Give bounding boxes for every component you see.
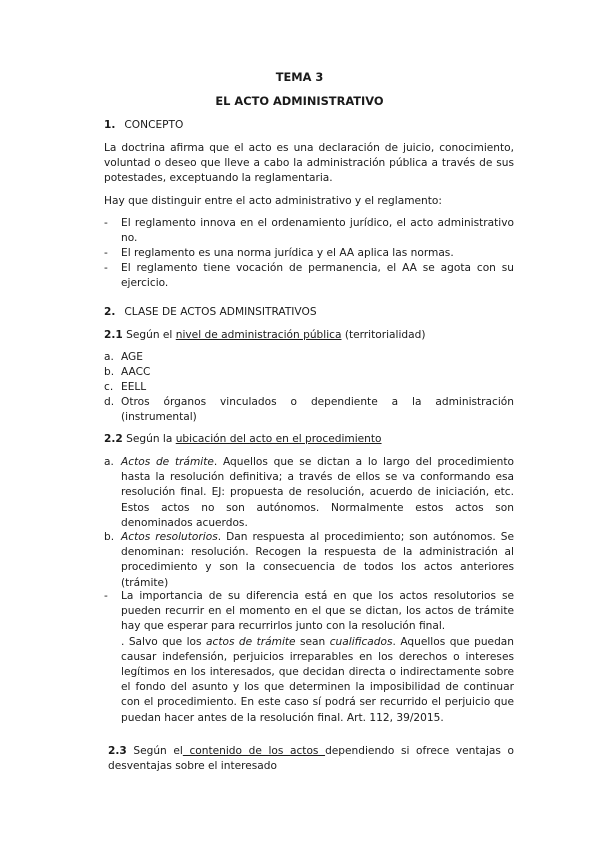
document-subtitle: EL ACTO ADMINISTRATIVO	[215, 94, 384, 108]
list-item-text: EELL	[121, 381, 147, 393]
item-body: sean	[295, 635, 330, 648]
section-title: CONCEPTO	[124, 119, 184, 131]
list-item	[104, 395, 514, 425]
subsection-number: 2.2	[104, 433, 123, 445]
section-number: 1.	[104, 119, 116, 131]
concept-paragraph: La doctrina afirma que el acto es una declaración de juicio, conocimiento, voluntad o deseo que lleve a cabo la administración pública a través de sus potestades, exceptuando la reglamentaria.	[104, 142, 514, 185]
heading-text: Según la	[122, 433, 176, 445]
subsection-number: 2.3	[108, 745, 127, 757]
heading-text: (territorialidad)	[341, 329, 426, 341]
list-marker: b.	[104, 366, 115, 378]
list-item	[104, 530, 514, 591]
term-italic: cualificados	[329, 635, 393, 648]
term-italic: Actos de trámite	[121, 456, 214, 468]
document-title: TEMA 3	[275, 70, 324, 84]
list-marker: -	[104, 590, 108, 602]
list-item-text: El reglamento tiene vocación de permanencia, el AA se agota con su ejercicio.	[121, 262, 514, 290]
list-marker: b.	[104, 531, 115, 543]
heading-underlined-text: contenido de los actos	[182, 745, 326, 757]
heading-text: dependiendo si ofrece ventajas o desventajas sobre el interesado	[108, 745, 515, 773]
list-item-text: AACC	[121, 366, 151, 378]
list-item-text: AGE	[121, 351, 143, 363]
subsection-number: 2.1	[104, 329, 123, 341]
item-body: . Aquellos que se dictan a lo largo del procedimiento hasta la resolución definitiva; a través de ellos se va conformando esa resolución final. EJ: propuesta de resolución, acuerdo de iniciación, etc. Estos actos no son autónomos. Normalmente estos actos son denominados acuerdos.	[121, 456, 514, 529]
subsection-2-2-heading	[104, 432, 514, 447]
section-2-heading	[104, 305, 514, 320]
list-item	[104, 246, 514, 261]
list-item-text	[121, 530, 514, 591]
subsection-2-1-heading	[104, 328, 514, 343]
list-item-text	[121, 455, 514, 531]
list-item	[104, 380, 514, 395]
section-number: 2.	[104, 306, 116, 318]
item-body: . Dan respuesta al procedimiento; son autónomos. Se denominan: resolución. Recogen la respuesta de la administración al procedimiento y son la consecuencia de todos los actos anteriores (trámite)	[121, 531, 514, 589]
term-italic: actos de trámite	[206, 635, 296, 648]
list-item	[104, 216, 514, 246]
list-item-continuation	[121, 635, 514, 726]
list-marker: -	[104, 262, 108, 274]
list-item	[104, 455, 514, 531]
list-item-text: La importancia de su diferencia está en que los actos resolutorios se pueden recurrir en el momento en el que se dictan, los actos de trámite hay que esperar para recurrirlos junto con la resolución final.	[121, 590, 514, 633]
heading-underlined-text: nivel de administración pública	[175, 329, 342, 341]
heading-text: Según el	[122, 329, 176, 341]
term-italic: Actos resolutorios	[121, 531, 218, 543]
list-item-text: El reglamento es una norma jurídica y el AA aplica las normas.	[121, 247, 454, 259]
list-item-text: Otros órganos vinculados o dependiente a la administración (instrumental)	[121, 396, 514, 424]
section-1-heading	[104, 118, 514, 133]
list-item	[104, 365, 514, 380]
list-marker: d.	[104, 396, 115, 408]
list-item	[104, 261, 514, 291]
list-marker: -	[104, 217, 108, 229]
list-marker: c.	[104, 381, 114, 393]
subsection-2-3-heading	[108, 744, 514, 774]
list-marker: -	[104, 247, 108, 259]
list-item	[104, 589, 514, 726]
list-item	[104, 350, 514, 365]
section-title: CLASE DE ACTOS ADMINSITRATIVOS	[124, 306, 317, 318]
list-marker: a.	[104, 351, 114, 363]
item-body: . Aquellos que puedan causar indefensión, perjuicios irreparables en los derechos o intereses legítimos en los interesados, que decidan directa o indirectamente sobre el fondo del asunto y los que determinen la imposibilidad de continuar con el procedimiento. En este caso sí podrá ser recurrido el perjuicio que puedan hacer antes de la resolución final. Art. 112, 39/2015.	[121, 635, 515, 724]
heading-underlined-text: ubicación del acto en el procedimiento	[175, 433, 382, 445]
heading-text: Según el	[126, 745, 183, 757]
distinction-intro: Hay que distinguir entre el acto administrativo y el reglamento:	[104, 195, 442, 207]
item-body: . Salvo que los	[121, 635, 206, 648]
list-marker: a.	[104, 456, 114, 468]
list-item-text: El reglamento innova en el ordenamiento jurídico, el acto administrativo no.	[121, 217, 514, 245]
